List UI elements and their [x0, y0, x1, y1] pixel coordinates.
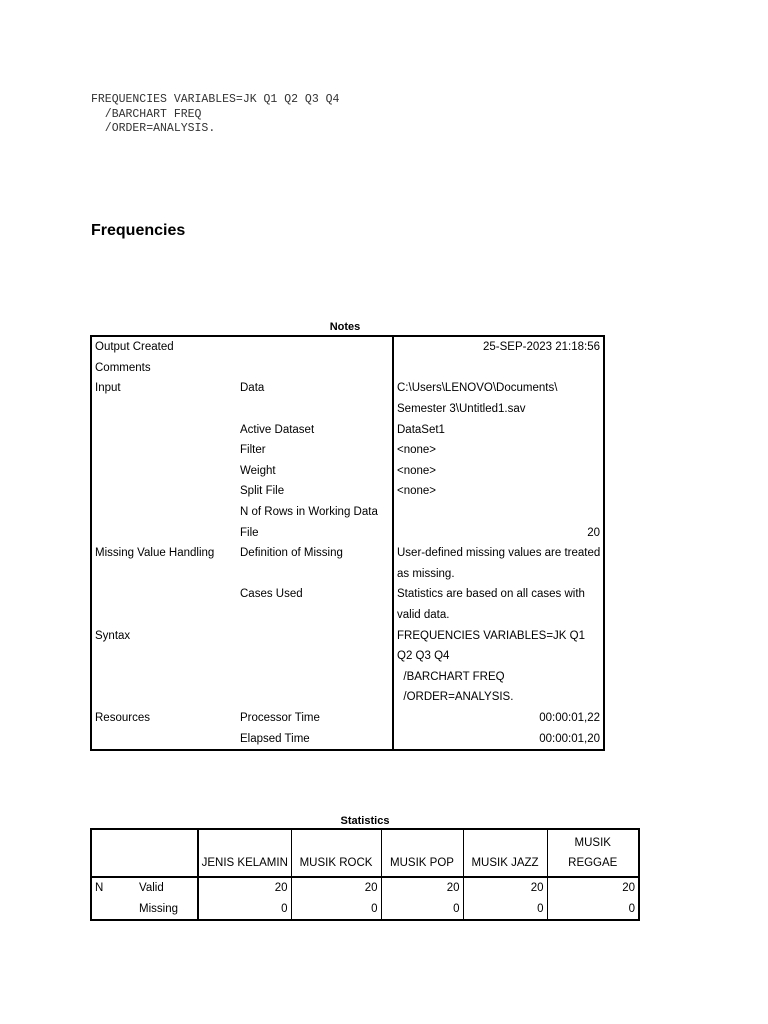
notes-item — [237, 625, 393, 646]
table-row — [91, 646, 604, 667]
table-cell: 0 — [291, 899, 381, 921]
notes-item: Active Dataset — [240, 423, 315, 436]
notes-category — [91, 461, 237, 482]
stats-corner — [136, 829, 198, 877]
table-cell: 0 — [198, 899, 291, 921]
notes-value: Q2 Q3 Q4 — [393, 646, 604, 667]
column-header: MUSIK ROCK — [291, 829, 381, 877]
table-row — [91, 708, 604, 729]
notes-value: as missing. — [393, 564, 604, 585]
notes-item: N of Rows in Working Data — [240, 506, 378, 519]
notes-item — [237, 687, 393, 708]
notes-category — [91, 502, 237, 523]
table-row — [91, 564, 604, 585]
notes-item: Cases Used — [240, 588, 303, 601]
table-row — [91, 399, 604, 420]
notes-value: FREQUENCIES VARIABLES=JK Q1 — [393, 625, 604, 646]
row-group-label — [91, 899, 136, 921]
row-label: Valid — [139, 882, 164, 895]
notes-value: C:\Users\LENOVO\Documents\ — [393, 378, 604, 399]
notes-item: Data — [240, 382, 265, 395]
notes-item — [237, 605, 393, 626]
table-cell: 20 — [547, 877, 639, 899]
notes-value: Statistics are based on all cases with — [393, 584, 604, 605]
notes-item — [237, 667, 393, 688]
notes-category — [91, 399, 237, 420]
table-row — [91, 667, 604, 688]
notes-value — [393, 358, 604, 379]
page-heading: Frequencies — [91, 222, 186, 239]
column-header: JENIS KELAMIN — [198, 829, 291, 877]
notes-category — [91, 522, 237, 543]
table-row — [91, 502, 604, 523]
table-cell: 20 — [291, 877, 381, 899]
notes-category: Syntax — [95, 629, 131, 642]
notes-item: Filter — [240, 444, 266, 457]
statistics-header-row — [91, 829, 639, 877]
table-row — [91, 543, 604, 564]
notes-category — [91, 584, 237, 605]
notes-value: <none> — [393, 481, 604, 502]
syntax-line: /ORDER=ANALYSIS. — [91, 122, 216, 135]
notes-item: File — [240, 526, 259, 539]
table-cell: 20 — [463, 877, 547, 899]
column-header: MUSIK JAZZ — [463, 829, 547, 877]
notes-item — [237, 646, 393, 667]
table-row — [91, 584, 604, 605]
notes-category — [91, 646, 237, 667]
table-row — [91, 336, 604, 358]
notes-item — [237, 358, 393, 379]
notes-category — [91, 481, 237, 502]
notes-value: /ORDER=ANALYSIS. — [393, 687, 604, 708]
row-label: Missing — [139, 902, 178, 915]
notes-value: 25-SEP-2023 21:18:56 — [393, 336, 604, 358]
notes-category: Comments — [95, 361, 151, 374]
notes-category: Resources — [95, 711, 150, 724]
notes-category: Output Created — [95, 341, 174, 354]
notes-category: Missing Value Handling — [95, 547, 215, 560]
syntax-block — [91, 93, 339, 137]
table-row — [91, 358, 604, 379]
notes-category — [91, 605, 237, 626]
notes-value: 00:00:01,22 — [393, 708, 604, 729]
notes-value: 20 — [393, 522, 604, 543]
stats-corner — [91, 829, 136, 877]
table-row — [91, 625, 604, 646]
statistics-title: Statistics — [340, 815, 390, 827]
column-header — [547, 829, 639, 877]
table-row — [91, 728, 604, 750]
column-header: MUSIK POP — [381, 829, 463, 877]
notes-value — [393, 502, 604, 523]
notes-category — [91, 687, 237, 708]
table-row — [91, 419, 604, 440]
notes-value: Semester 3\Untitled1.sav — [393, 399, 604, 420]
notes-item — [237, 399, 393, 420]
notes-category — [91, 440, 237, 461]
syntax-line: FREQUENCIES VARIABLES=JK Q1 Q2 Q3 Q4 — [91, 93, 340, 106]
table-cell: 0 — [547, 899, 639, 921]
notes-item: Elapsed Time — [240, 732, 310, 745]
column-header-label: MUSIK REGGAE — [568, 836, 618, 870]
notes-item: Weight — [240, 464, 276, 477]
notes-item: Processor Time — [240, 711, 320, 724]
notes-value: DataSet1 — [393, 419, 604, 440]
row-group-label: N — [95, 882, 104, 895]
notes-value: 00:00:01,20 — [393, 728, 604, 750]
table-cell: 0 — [381, 899, 463, 921]
table-cell: 20 — [381, 877, 463, 899]
table-row — [91, 877, 639, 899]
notes-value: User-defined missing values are treated — [393, 543, 604, 564]
notes-value: /BARCHART FREQ — [393, 667, 604, 688]
notes-item — [237, 564, 393, 585]
statistics-table — [90, 828, 640, 921]
table-row — [91, 378, 604, 399]
table-cell: 20 — [198, 877, 291, 899]
syntax-line: /BARCHART FREQ — [91, 107, 202, 121]
notes-item: Definition of Missing — [240, 547, 343, 560]
notes-title: Notes — [329, 321, 361, 333]
notes-value: <none> — [393, 440, 604, 461]
table-row — [91, 899, 639, 921]
notes-category — [91, 667, 237, 688]
notes-value: valid data. — [393, 605, 604, 626]
table-row — [91, 687, 604, 708]
notes-table — [90, 335, 605, 751]
table-cell: 0 — [463, 899, 547, 921]
notes-category — [91, 564, 237, 585]
table-row — [91, 481, 604, 502]
table-row — [91, 522, 604, 543]
notes-item — [237, 336, 393, 358]
table-row — [91, 461, 604, 482]
notes-category — [91, 419, 237, 440]
notes-category: Input — [95, 382, 121, 395]
notes-category — [91, 728, 237, 750]
notes-value: <none> — [393, 461, 604, 482]
notes-item: Split File — [240, 485, 285, 498]
table-row — [91, 440, 604, 461]
table-row — [91, 605, 604, 626]
